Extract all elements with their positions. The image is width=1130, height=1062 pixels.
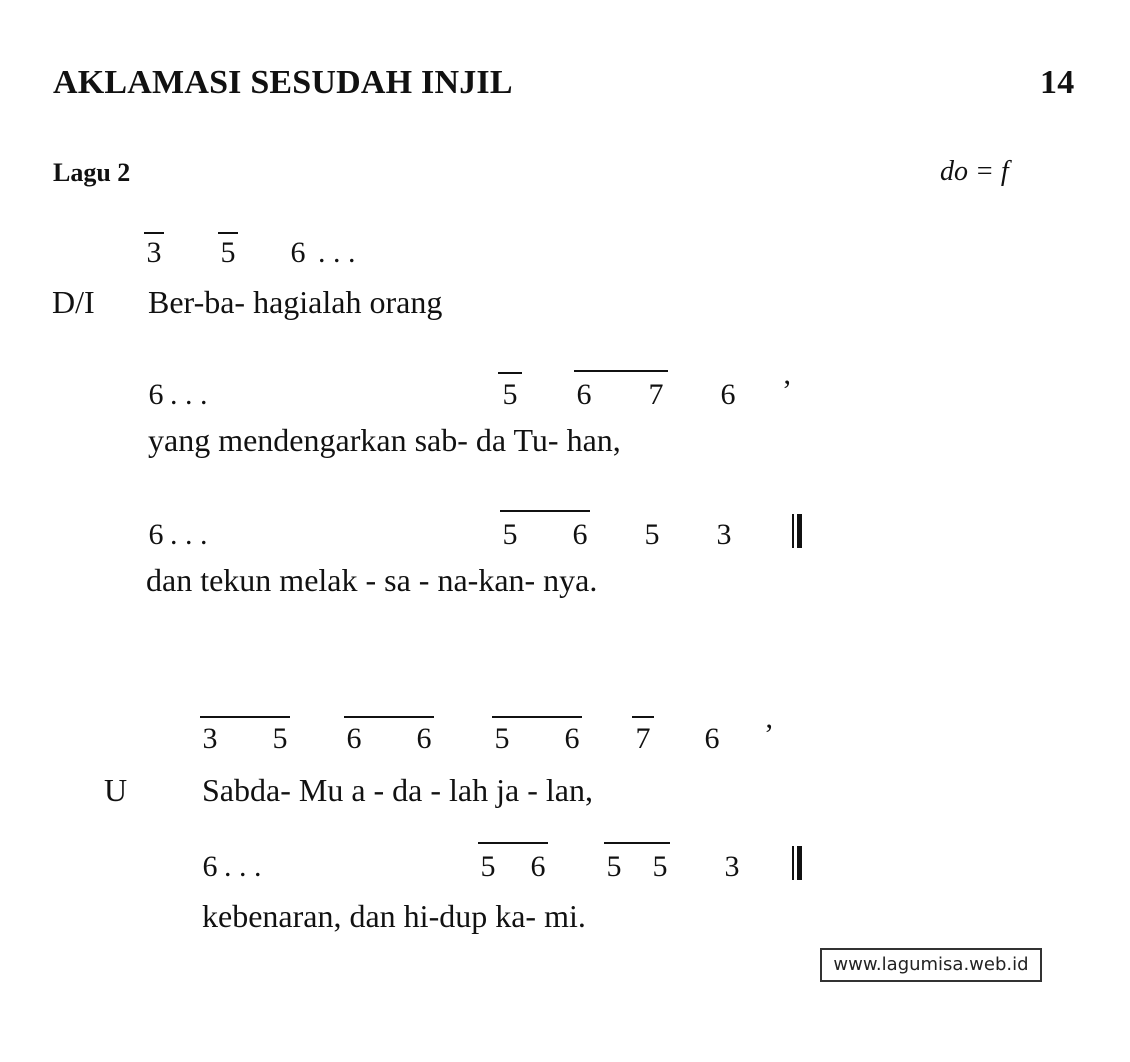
source-watermark: www.lagumisa.web.id [820,948,1042,982]
note: 6 [346,722,362,755]
lyric-line: kebenaran, dan hi-dup ka- mi. [202,898,586,934]
lyric-line: Sabda- Mu a - da - lah ja - lan, [202,772,593,808]
singer-label-di: D/I [52,284,95,320]
note: 7 [635,722,651,755]
note: 5 [220,236,236,269]
beat-bar [574,370,668,372]
hold-dots: . . . [224,850,262,883]
note: 6 [530,850,546,883]
beat-bar [604,842,670,844]
note: 6 [148,518,164,551]
note: 6 [290,236,306,269]
hold-dots: . . . [170,518,208,551]
beat-bar [478,842,548,844]
note: 3 [202,722,218,755]
note: 6 [576,378,592,411]
note: 6 [572,518,588,551]
note: 5 [494,722,510,755]
song-title: AKLAMASI SESUDAH INJIL [53,64,513,101]
note: 7 [648,378,664,411]
beat-bar [500,510,590,512]
singer-label-u: U [104,772,128,808]
note: 6 [148,378,164,411]
lyric-line: dan tekun melak - sa - na-kan- nya. [146,562,598,598]
note: 5 [502,378,518,411]
note: 6 [720,378,736,411]
hold-dots: . . . [170,378,208,411]
note: 5 [606,850,622,883]
lyric-line: yang mendengarkan sab- da Tu- han, [148,422,621,458]
beat-bar [200,716,290,718]
note: 3 [724,850,740,883]
hold-dots: . . . [318,236,356,269]
note: 6 [564,722,580,755]
note: 6 [202,850,218,883]
note: 5 [480,850,496,883]
key-signature: do = f [940,156,1009,187]
beat-bar [144,232,164,234]
note: 5 [652,850,668,883]
beat-bar [632,716,654,718]
note: 6 [416,722,432,755]
note: 3 [146,236,162,269]
beat-bar [492,716,582,718]
note: 3 [716,518,732,551]
final-barline [788,514,810,548]
final-barline [788,846,810,880]
breath-mark: ’ [782,374,792,407]
song-variant-label: Lagu 2 [53,158,131,187]
note: 5 [644,518,660,551]
note: 5 [272,722,288,755]
breath-mark: ’ [764,718,774,751]
beat-bar [498,372,522,374]
lyric-line: Ber-ba- hagialah orang [148,284,443,320]
beat-bar [344,716,434,718]
song-number: 14 [1040,64,1075,101]
note: 6 [704,722,720,755]
note: 5 [502,518,518,551]
beat-bar [218,232,238,234]
